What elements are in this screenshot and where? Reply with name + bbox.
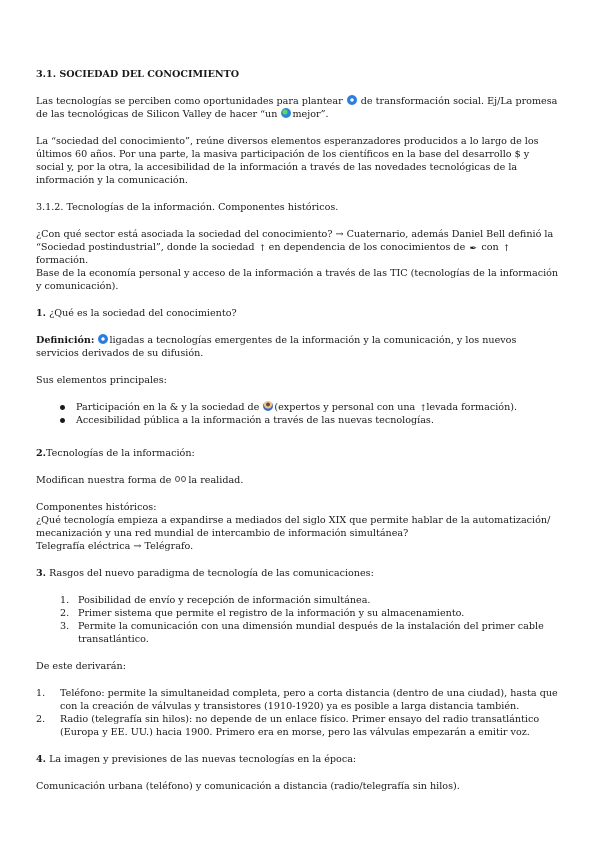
globe-icon — [281, 108, 291, 118]
componentes-title: Componentes históricos: — [36, 502, 157, 513]
list-item: 3. Permite la comunicación con una dimensión mundial después de la instalación del primer cable transatlántico. — [60, 621, 544, 645]
elementos-list — [36, 401, 560, 427]
recycle-icon — [98, 334, 108, 344]
list-item: 1. Posibilidad de envío y recepción de información simultánea. — [60, 595, 371, 606]
scientist-icon — [263, 401, 273, 411]
derivaran-label: De este derivarán: — [36, 661, 126, 672]
feather-icon: ✒ — [469, 244, 478, 254]
recycle-icon — [347, 95, 357, 105]
elementos-title: Sus elementos principales: — [36, 375, 167, 386]
rasgos-list — [36, 594, 560, 646]
q3-title: 3. Rasgos del nuevo paradigma de tecnología de las comunicaciones: — [36, 568, 374, 579]
list-item: Accesibilidad pública a la información a través de las nuevas tecnologías. — [60, 414, 560, 427]
modifican-paragraph: Modifican nuestra forma de la realidad. — [36, 475, 244, 486]
list-item: 2. Primer sistema que permite el registro de la información y su almacenamiento. — [60, 608, 465, 619]
intro-paragraph: Las tecnologías se perciben como oportunidades para plantear de transformación social. Ej/La promesa de las tecnológicas de Silicon Valley de hacer “un mejor”. — [36, 96, 558, 120]
list-item: 1. Teléfono: permite la simultaneidad completa, pero a corta distancia (dentro de una ciudad), hasta que con la creación de válvulas y transistores (1910-1920) ya es posible a larga distancia también. — [36, 688, 558, 712]
q4-title: 4. La imagen y previsiones de las nuevas tecnologías en la época: — [36, 754, 357, 765]
q1-title: 1. ¿Qué es la sociedad del conocimiento? — [36, 308, 237, 319]
arrow-up-icon: ↑ — [419, 404, 427, 414]
sociedad-paragraph: La “sociedad del conocimiento”, reúne diversos elementos esperanzadores producidos a lo largo de los últimos 60 años. Por una parte, la masiva participación de los científicos en la base del desarrollo $ y social y, por la otra, la accesibilidad de la información a través de las novedades tecnológicas de la información y la comunicación. — [36, 136, 539, 186]
section-title: 3.1. SOCIEDAD DEL CONOCIMIENTO — [36, 69, 240, 80]
componentes-answer: Telegrafía eléctrica → Telégrafo. — [36, 541, 194, 552]
componentes-question: ¿Qué tecnología empieza a expandirse a mediados del siglo XIX que permite hablar de la automatización/ mecanización y una red mundial de intercambio de información simultánea? — [36, 515, 551, 539]
arrow-up-icon: ↑ — [502, 244, 511, 254]
derivados-list — [36, 687, 560, 739]
eyes-icon — [175, 474, 187, 484]
list-item: Participación en la & y la sociedad de (expertos y personal con una ↑levada formación). — [60, 401, 560, 414]
comunicacion-paragraph: Comunicación urbana (teléfono) y comunicación a distancia (radio/telegrafía sin hilos). — [36, 781, 460, 792]
definicion-label: Definición: — [36, 335, 95, 346]
arrow-up-icon: ↑ — [258, 244, 267, 254]
subsection-title: 3.1.2. Tecnologías de la información. Componentes históricos. — [36, 202, 339, 213]
list-item: 2. Radio (telegrafía sin hilos): no depende de un enlace físico. Primer ensayo del radio transatlántico (Europa y EE. UU.) hacia 1900. Primero era en morse, pero las válvulas empezarán a emitir voz. — [36, 714, 540, 738]
definicion-paragraph: Definición: ligadas a tecnologías emergentes de la información y la comunicación, y los nuevos servicios derivados de su difusión. — [36, 335, 517, 359]
q2-title: 2.Tecnologías de la información: — [36, 448, 195, 459]
economia-line: Base de la economía personal y acceso de la información a través de las TIC (tecnologías de la información y comunicación). — [36, 268, 559, 292]
question-paragraph: ¿Con qué sector está asociada la sociedad del conocimiento? → Cuaternario, además Daniel Bell definió la “Sociedad postindustrial”, donde la sociedad ↑ en dependencia de los conocimientos de ✒ con ↑ formación. — [36, 229, 554, 266]
